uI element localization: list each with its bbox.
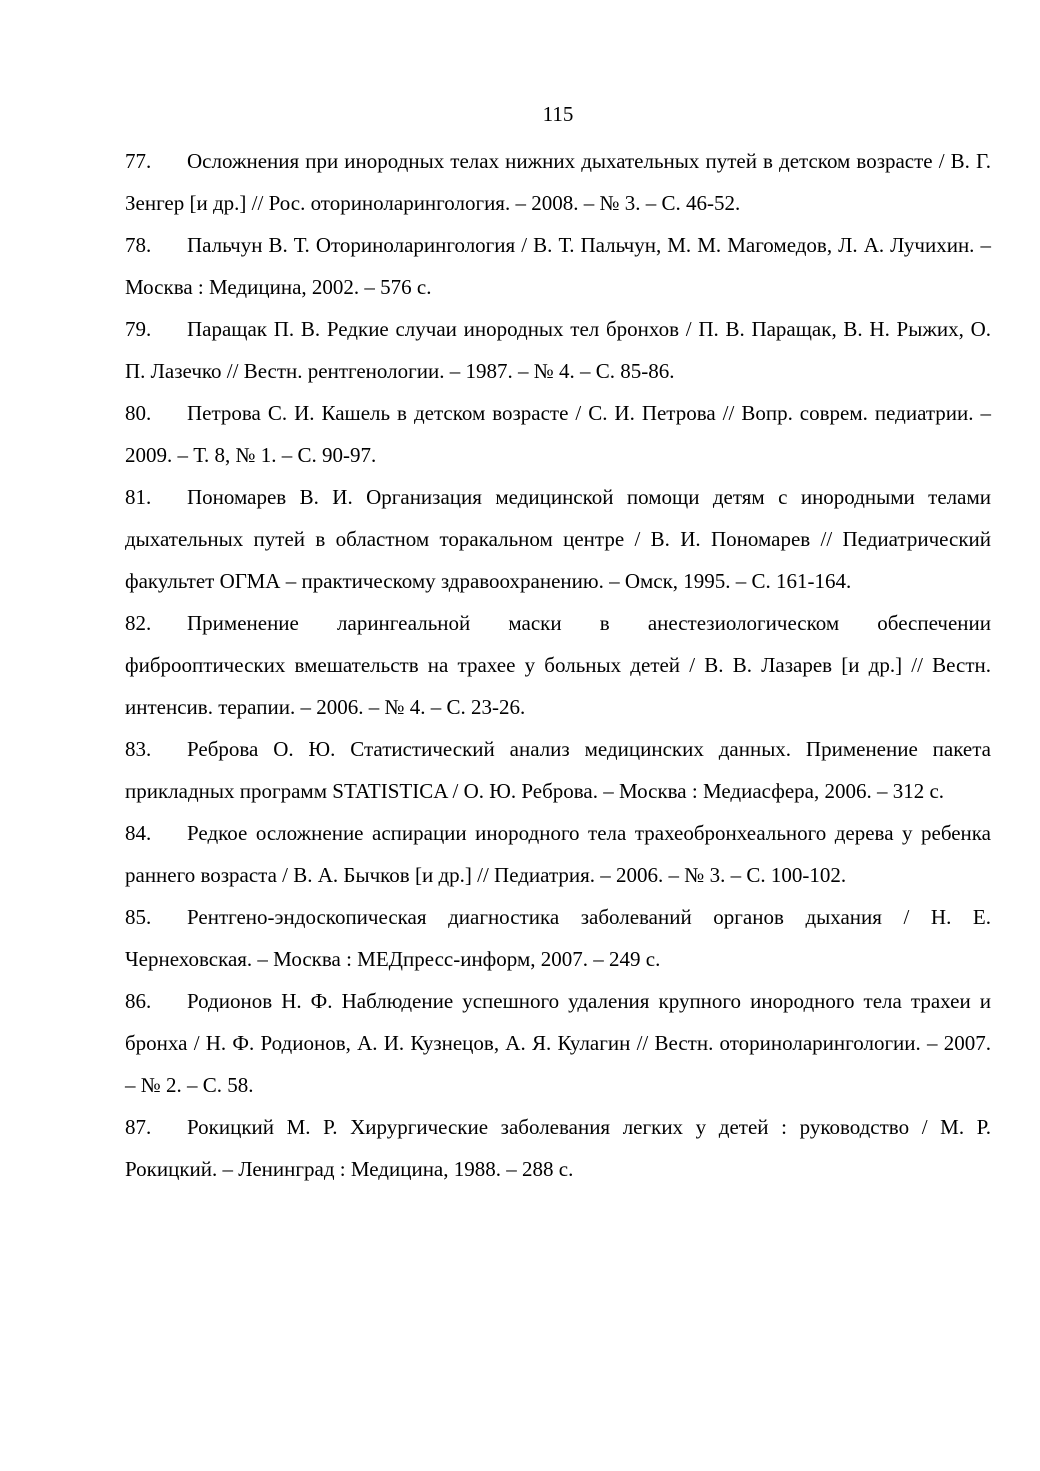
reference-number: 80. bbox=[125, 401, 152, 425]
reference-text: Пальчун В. Т. Оториноларингология / В. Т. Пальчун, М. М. Магомедов, Л. А. Лучихин. – Москва : Медицина, 2002. – 576 с. bbox=[125, 233, 991, 299]
reference-number: 87. bbox=[125, 1115, 152, 1139]
reference-number: 86. bbox=[125, 989, 152, 1013]
reference-number: 77. bbox=[125, 149, 152, 173]
reference-text: Реброва О. Ю. Статистический анализ медицинских данных. Применение пакета прикладных программ STATISTICA / О. Ю. Реброва. – Москва : Медиасфера, 2006. – 312 с. bbox=[125, 737, 991, 803]
reference-item-81 bbox=[125, 476, 991, 602]
reference-item-79 bbox=[125, 308, 991, 392]
reference-item-84 bbox=[125, 812, 991, 896]
reference-number: 78. bbox=[125, 233, 152, 257]
reference-text: Осложнения при инородных телах нижних дыхательных путей в детском возрасте / В. Г. Зенгер [и др.] // Рос. оториноларингология. – 2008. – № 3. – С. 46-52. bbox=[125, 149, 991, 215]
reference-text: Применение ларингеальной маски в анестезиологическом обеспечении фиброоптических вмешательств на трахее у больных детей / В. В. Лазарев [и др.] // Вестн. интенсив. терапии. – 2006. – № 4. – С. 23-26. bbox=[125, 611, 991, 719]
page-number: 115 bbox=[542, 102, 574, 126]
reference-number: 81. bbox=[125, 485, 152, 509]
reference-item-77 bbox=[125, 140, 991, 224]
reference-item-78 bbox=[125, 224, 991, 308]
reference-text: Родионов Н. Ф. Наблюдение успешного удаления крупного инородного тела трахеи и бронха / Н. Ф. Родионов, А. И. Кузнецов, А. Я. Кулагин // Вестн. оториноларингологии. – 2007. – № 2. – С. 58. bbox=[125, 989, 991, 1097]
reference-item-85 bbox=[125, 896, 991, 980]
reference-item-87 bbox=[125, 1106, 991, 1190]
reference-number: 79. bbox=[125, 317, 152, 341]
reference-text: Рокицкий М. Р. Хирургические заболевания легких у детей : руководство / М. Р. Рокицкий. – Ленинград : Медицина, 1988. – 288 с. bbox=[125, 1115, 991, 1181]
reference-text: Петрова С. И. Кашель в детском возрасте / С. И. Петрова // Вопр. соврем. педиатрии. – 2009. – Т. 8, № 1. – С. 90-97. bbox=[125, 401, 991, 467]
reference-number: 82. bbox=[125, 611, 152, 635]
reference-text: Редкое осложнение аспирации инородного тела трахеобронхеального дерева у ребенка раннего возраста / В. А. Бычков [и др.] // Педиатрия. – 2006. – № 3. – С. 100-102. bbox=[125, 821, 991, 887]
reference-number: 85. bbox=[125, 905, 152, 929]
reference-text: Рентгено-эндоскопическая диагностика заболеваний органов дыхания / Н. Е. Чернеховская. – Москва : МЕДпресс-информ, 2007. – 249 с. bbox=[125, 905, 991, 971]
reference-text: Паращак П. В. Редкие случаи инородных тел бронхов / П. В. Паращак, В. Н. Рыжих, О. П. Лазечко // Вестн. рентгенологии. – 1987. – № 4. – С. 85-86. bbox=[125, 317, 991, 383]
reference-number: 84. bbox=[125, 821, 152, 845]
reference-number: 83. bbox=[125, 737, 152, 761]
reference-item-86 bbox=[125, 980, 991, 1106]
reference-item-82 bbox=[125, 602, 991, 728]
reference-list bbox=[125, 140, 991, 1190]
reference-item-83 bbox=[125, 728, 991, 812]
reference-text: Пономарев В. И. Организация медицинской помощи детям с инородными телами дыхательных путей в областном торакальном центре / В. И. Пономарев // Педиатрический факультет ОГМА – практическому здравоохранению. – Омск, 1995. – С. 161-164. bbox=[125, 485, 991, 593]
reference-item-80 bbox=[125, 392, 991, 476]
